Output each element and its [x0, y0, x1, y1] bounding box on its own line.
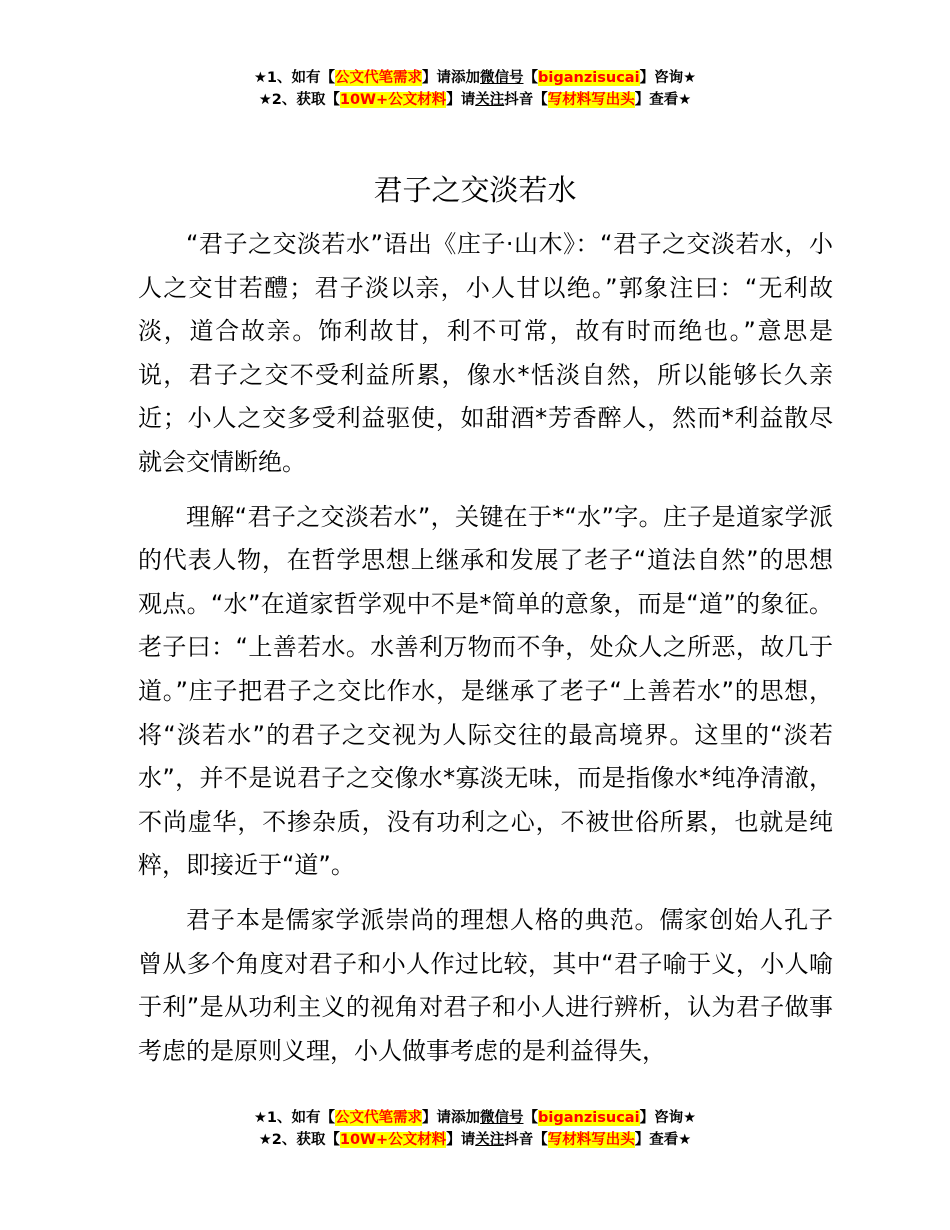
promo-line-1-underlined: 微信号: [480, 1110, 524, 1126]
promo-line-2-underlined: 关注: [475, 92, 505, 108]
promo-line-2-prefix: ★2、获取【: [258, 92, 340, 108]
promo-line-2-highlight-account: 写材料写出头: [547, 92, 635, 108]
header-promo-banner: [0, 67, 950, 111]
promo-line-1-highlight-service: 公文代笔需求: [335, 1110, 423, 1126]
promo-line-1-suffix: 】咨询★: [639, 1110, 697, 1126]
promo-line-2: [0, 1129, 950, 1151]
promo-line-1-middle-2: 【: [523, 1110, 539, 1126]
promo-line-2-highlight-materials: 10W+公文材料: [339, 1132, 447, 1148]
promo-line-1-suffix: 】咨询★: [639, 70, 697, 86]
document-title: 君子之交淡若水: [373, 173, 577, 207]
promo-line-1-middle: 】请添加: [422, 1110, 481, 1126]
promo-line-2: [0, 89, 950, 111]
promo-line-2-middle: 】请: [446, 1132, 476, 1148]
paragraph-3: 君子本是儒家学派崇尚的理想人格的典范。儒家创始人孔子曾从多个角度对君子和小人作过比较，其中“君子喻于义，小人喻于利”是从功利主义的视角对君子和小人进行辨析，认为君子做事考虑的是原则义理，小人做事考虑的是利益得失，: [138, 905, 833, 1065]
promo-line-1-prefix: ★1、如有【: [253, 70, 336, 86]
promo-line-2-middle-2: 抖音【: [504, 92, 548, 108]
promo-line-2-suffix: 】查看★: [634, 92, 692, 108]
paragraph-1: “君子之交淡若水”语出《庄子·山木》：“君子之交淡若水，小人之交甘若醴；君子淡以亲，小人甘以绝。”郭象注曰：“无利故淡，道合故亲。饰利故甘，利不可常，故有时而绝也。”意思是说，君子之交不受利益所累，像水*恬淡自然，所以能够长久亲近；小人之交多受利益驱使，如甜酒*芳香醉人，然而*利益散尽就会交情断绝。: [138, 230, 833, 476]
promo-line-1-underlined: 微信号: [480, 70, 524, 86]
promo-line-2-highlight-materials: 10W+公文材料: [339, 92, 447, 108]
promo-line-1-middle: 】请添加: [422, 70, 481, 86]
promo-line-1-prefix: ★1、如有【: [253, 1110, 336, 1126]
footer-promo-banner: [0, 1107, 950, 1151]
promo-line-1-middle-2: 【: [523, 70, 539, 86]
promo-line-1-highlight-wechat-id: biganzisucai: [538, 1110, 640, 1126]
promo-line-1-highlight-service: 公文代笔需求: [335, 70, 423, 86]
promo-line-2-suffix: 】查看★: [634, 1132, 692, 1148]
promo-line-1: [0, 1107, 950, 1129]
promo-line-2-underlined: 关注: [475, 1132, 505, 1148]
promo-line-2-prefix: ★2、获取【: [258, 1132, 340, 1148]
promo-line-2-middle: 】请: [446, 92, 476, 108]
promo-line-2-middle-2: 抖音【: [504, 1132, 548, 1148]
paragraph-2: 理解“君子之交淡若水”，关键在于*“水”字。庄子是道家学派的代表人物，在哲学思想上继承和发展了老子“道法自然”的思想观点。“水”在道家哲学观中不是*简单的意象，而是“道”的象征。老子曰：“上善若水。水善利万物而不争，处众人之所恶，故几于道。”庄子把君子之交比作水，是继承了老子“上善若水”的思想，将“淡若水”的君子之交视为人际交往的最高境界。这里的“淡若水”，并不是说君子之交像水*寡淡无味，而是指像水*纯净清澈，不尚虚华，不掺杂质，没有功利之心，不被世俗所累，也就是纯粹，即接近于“道”。: [138, 502, 833, 880]
promo-line-2-highlight-account: 写材料写出头: [547, 1132, 635, 1148]
promo-line-1-highlight-wechat-id: biganzisucai: [538, 70, 640, 86]
promo-line-1: [0, 67, 950, 89]
document-body: [138, 223, 833, 1084]
